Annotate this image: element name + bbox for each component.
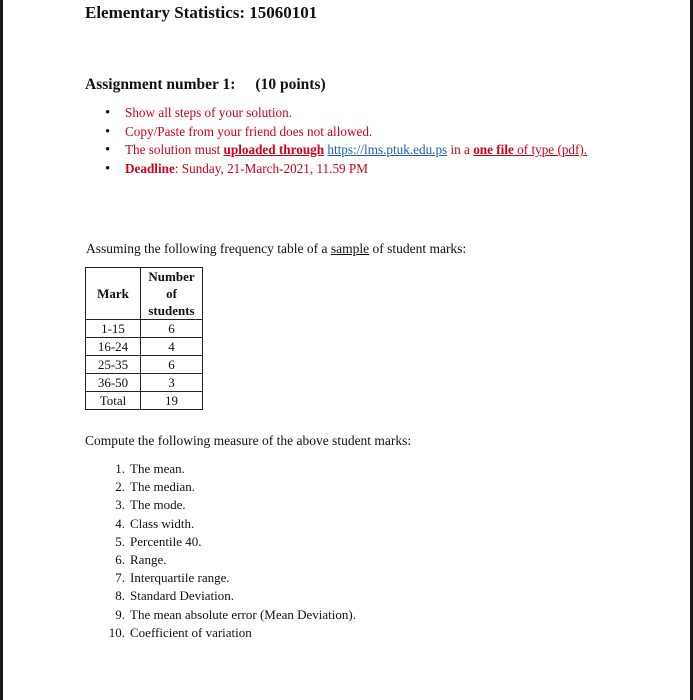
table-row: [86, 320, 203, 338]
item-number: 4.: [115, 515, 125, 531]
header-line: students: [148, 303, 195, 318]
item-number: 9.: [115, 606, 125, 622]
item-text: The mean.: [130, 461, 185, 476]
table-row: [86, 374, 203, 392]
item-number: 8.: [115, 588, 125, 604]
item-text: Range.: [130, 551, 167, 567]
instructions-list: [105, 104, 587, 178]
count-cell: 4: [141, 338, 203, 356]
item-number: 7.: [115, 570, 125, 586]
mark-cell: 25-35: [86, 356, 141, 374]
item-number: 10.: [108, 624, 125, 640]
instruction-text: The solution must: [125, 142, 224, 157]
assignment-title: Assignment number 1:: [85, 76, 236, 93]
header-line: of: [166, 286, 177, 301]
mark-cell: Total: [86, 392, 141, 410]
item-number: 6.: [115, 551, 125, 567]
instruction-text: in a: [447, 142, 474, 157]
mark-cell: 1-15: [86, 320, 141, 338]
table-row: [86, 356, 203, 374]
list-item: [104, 551, 356, 569]
table-intro: [86, 241, 466, 257]
table-row: [86, 338, 203, 356]
list-item: [104, 624, 356, 642]
item-text: Class width.: [130, 515, 195, 531]
intro-text: of student marks:: [369, 241, 467, 256]
deadline-label: Deadline: [125, 160, 175, 176]
column-header-mark: Mark: [86, 268, 141, 320]
item-number: 3.: [115, 497, 125, 513]
measures-list: [104, 460, 356, 642]
mark-cell: 36-50: [86, 374, 141, 392]
instruction-item: [105, 104, 587, 123]
table-header-row: [86, 268, 203, 320]
header-line: Number: [148, 269, 195, 284]
lms-link[interactable]: https://lms.ptuk.edu.ps: [327, 142, 448, 157]
frequency-table: [85, 267, 203, 410]
instruction-text: Copy/Paste from your friend does not allowed.: [125, 123, 373, 139]
instruction-item: [105, 160, 587, 179]
left-border: [0, 0, 3, 700]
instruction-item: [105, 141, 587, 160]
course-title: Elementary Statistics: 15060101: [85, 3, 318, 22]
item-number: 1.: [115, 461, 125, 476]
item-text: Standard Deviation.: [130, 588, 234, 604]
column-header-count: [141, 268, 203, 320]
item-text: The mode.: [130, 497, 186, 513]
assignment-points: (10 points): [255, 76, 326, 93]
assignment-heading: [85, 76, 326, 94]
list-item: [104, 460, 356, 478]
list-item: [104, 478, 356, 496]
intro-underlined: sample: [330, 241, 370, 256]
item-text: Interquartile range.: [130, 570, 230, 586]
item-text: The median.: [130, 479, 195, 495]
count-cell: 6: [141, 356, 203, 374]
instruction-bold-text: uploaded through: [223, 142, 325, 157]
item-text: The mean absolute error (Mean Deviation).: [130, 606, 356, 622]
list-item: [104, 606, 356, 624]
mark-cell: 16-24: [86, 338, 141, 356]
compute-instruction: Compute the following measure of the above student marks:: [85, 433, 412, 448]
list-item: [104, 533, 356, 551]
list-item: [104, 587, 356, 605]
instruction-text: of type (pdf).: [513, 142, 588, 157]
instruction-bold-text: one file: [473, 142, 514, 157]
intro-text: Assuming the following frequency table of a: [86, 241, 331, 256]
count-cell: 19: [141, 392, 203, 410]
table-row-total: [86, 392, 203, 410]
list-item: [104, 569, 356, 587]
count-cell: 3: [141, 374, 203, 392]
item-text: Coefficient of variation: [130, 624, 252, 640]
deadline-text: : Sunday, 21-March-2021, 11.59 PM: [174, 160, 368, 176]
instruction-item: [105, 123, 587, 142]
list-item: [104, 515, 356, 533]
item-number: 2.: [115, 479, 125, 495]
instruction-text: Show all steps of your solution.: [125, 105, 293, 120]
list-item: [104, 496, 356, 514]
item-text: Percentile 40.: [130, 533, 202, 549]
item-number: 5.: [115, 533, 125, 549]
count-cell: 6: [141, 320, 203, 338]
